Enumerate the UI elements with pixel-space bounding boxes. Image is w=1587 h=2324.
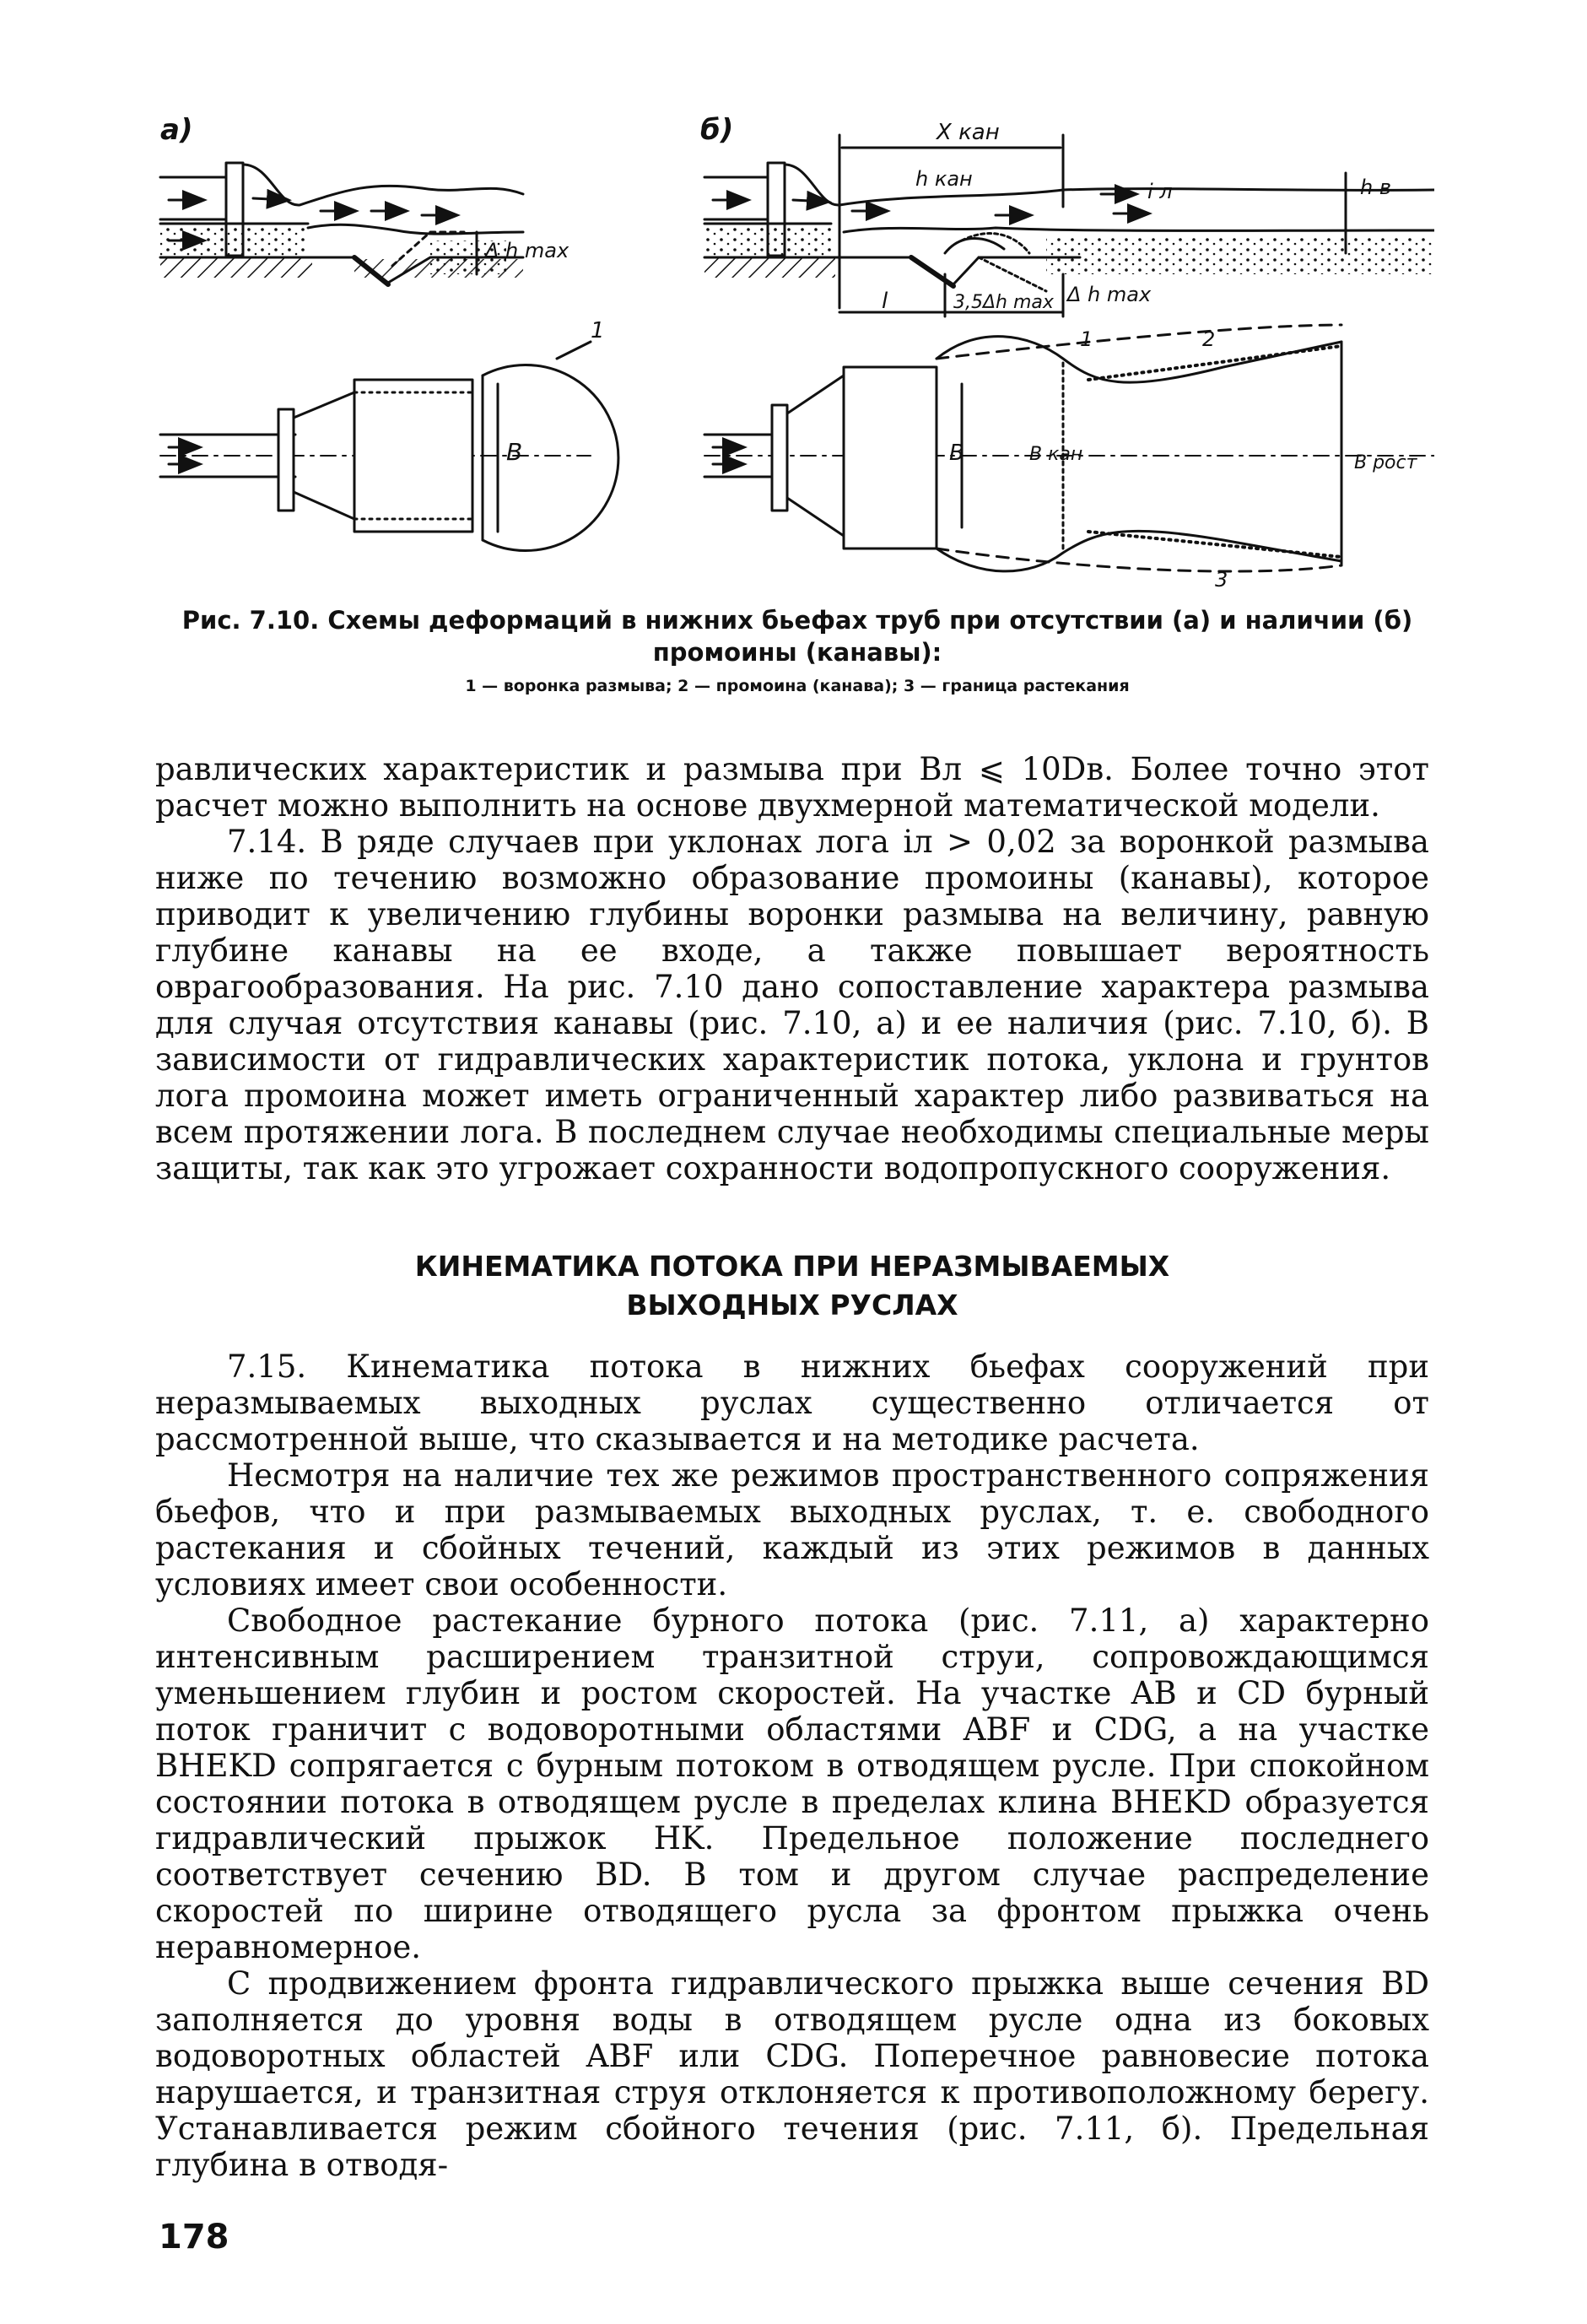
- section-heading-line: ВЫХОДНЫХ РУСЛАХ: [626, 1289, 958, 1321]
- figure-7-10: [152, 105, 1434, 612]
- label-n3: 3: [1215, 568, 1228, 592]
- label-n1-a: 1: [591, 318, 605, 343]
- caption-main: Рис. 7.10. Схемы деформаций в нижних бьефах труб при отсутствии (а) и наличии (б) промоины (канавы):: [181, 606, 1413, 667]
- label-h-kan: h кан: [915, 167, 973, 191]
- label-b-b: B: [949, 440, 964, 466]
- label-dh-max-a: Δ h max: [485, 239, 569, 262]
- paragraph: равлических характеристик и размыва при Bл ⩽ 10Dв. Более точно этот расчет можно выполнить на основе двухмерной математической модели.: [155, 751, 1429, 824]
- label-i-l: i л: [1147, 180, 1173, 203]
- caption-legend: 1 — воронка размыва; 2 — промоина (канава); 3 — граница растекания: [465, 677, 1130, 695]
- figure-drawing: [152, 105, 1434, 612]
- label-b-rost: B рост: [1354, 452, 1417, 473]
- panel-b-label: б): [700, 113, 734, 147]
- page-number: 178: [159, 2218, 229, 2256]
- paragraph: 7.14. В ряде случаев при уклонах лога iл > 0,02 за воронкой размыва ниже по течению возможно образование промоины (канавы), которое приводит к увеличению глубины воронки размыва на величину, равную глубине канавы на ее входе, а также повышает вероятность оврагообразования. На рис. 7.10 дано сопоставление характера размыва для случая отсутствия канавы (рис. 7.10, а) и ее наличия (рис. 7.10, б). В зависимости от гидравлических характеристик потока, уклона и грунтов лога промоина может иметь ограниченный характер либо развиваться на всем протяжении лога. В последнем случае необходимы специальные меры защиты, так как это угрожает сохранности водопропускного сооружения.: [155, 824, 1429, 1186]
- text-block-bottom: [155, 1348, 1429, 2183]
- label-b-kan: B кан: [1029, 444, 1083, 465]
- label-dh-max-b: Δ h max: [1067, 283, 1152, 306]
- label-h-b: h в: [1360, 176, 1391, 199]
- panel-a-elevation: [160, 163, 569, 338]
- label-n2: 2: [1202, 327, 1216, 351]
- figure-caption: [169, 604, 1426, 695]
- section-heading-line: КИНЕМАТИКА ПОТОКА ПРИ НЕРАЗМЫВАЕМЫХ: [414, 1250, 1170, 1283]
- paragraph: С продвижением фронта гидравлического прыжка выше сечения BD заполняется до уровня воды в отводящем русле одна из боковых водоворотных областей ABF или CDG. Поперечное равновесие потока нарушается, и транзитная струя отклоняется к противоположному берегу. Устанавливается режим сбойного течения (рис. 7.11, б). Предельная глубина в отводя-: [155, 1965, 1429, 2183]
- label-n1-b: 1: [1080, 327, 1093, 351]
- label-3-5-dh: 3,5Δh max: [953, 292, 1054, 313]
- paragraph: Свободное растекание бурного потока (рис. 7.11, а) характерно интенсивным расширением транзитной струи, сопровождающимся уменьшением глубин и ростом скоростей. На участке AB и CD бурный поток граничит с водоворотными областями ABF и CDG, а на участке BHEKD сопрягается с бурным потоком в отводящем русле. При спокойном состоянии потока в отводящем русле в пределах клина BHEKD образуется гидравлический прыжок HK. Предельное положение последнего соответствует сечению BD. В том и другом случае распределение скоростей по ширине отводящего русла за фронтом прыжка очень неравномерное.: [155, 1602, 1429, 1965]
- panel-b-plan: [704, 325, 1434, 592]
- section-heading: [155, 1247, 1429, 1325]
- paragraph: 7.15. Кинематика потока в нижних бьефах сооружений при неразмываемых выходных руслах существенно отличается от рассмотренной выше, что сказывается и на методике расчета.: [155, 1348, 1429, 1457]
- paragraph: Несмотря на наличие тех же режимов пространственного сопряжения бьефов, что и при размываемых выходных руслах, т. е. свободного растекания и сбойных течений, каждый из этих режимов в данных условиях имеет свои особенности.: [155, 1457, 1429, 1602]
- panel-b-elevation: [704, 120, 1434, 316]
- label-b-a: B: [506, 438, 523, 466]
- text-block-top: [155, 751, 1429, 1186]
- panel-a-label: а): [160, 113, 193, 147]
- label-l: l: [882, 289, 888, 314]
- panel-a-plan: [160, 318, 618, 551]
- label-x-kan: X кан: [937, 120, 1000, 145]
